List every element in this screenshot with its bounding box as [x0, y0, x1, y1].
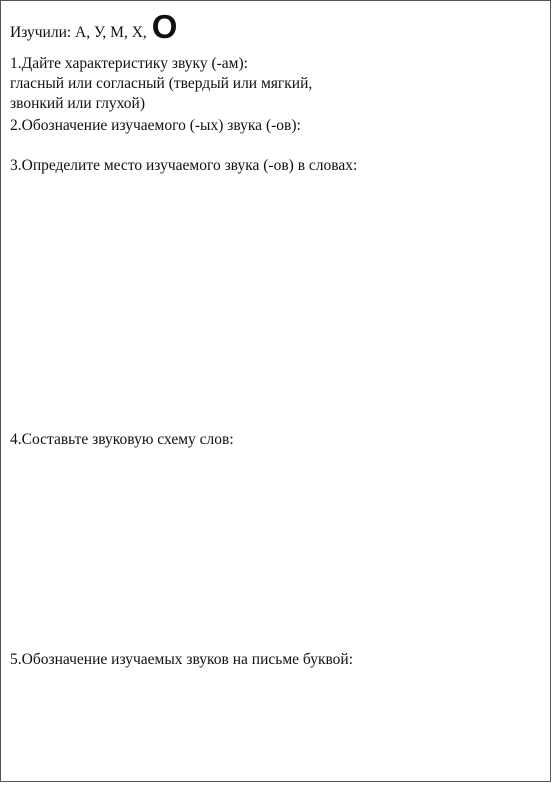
- current-letter: О: [151, 8, 178, 45]
- task-1-heading: 1.Дайте характеристику звуку (-ам):: [10, 55, 248, 72]
- task-1-hint-line-1: гласный или согласный (твердый или мягкий,: [10, 75, 313, 92]
- task-2-heading: 2.Обозначение изучаемого (-ых) звука (-ов):: [10, 117, 301, 134]
- task-4-heading: 4.Составьте звуковую схему слов:: [10, 431, 234, 448]
- task-5-heading: 5.Обозначение изучаемых звуков на письме буквой:: [10, 651, 354, 668]
- studied-letters-label: Изучили: А, У, М, Х,: [10, 24, 147, 41]
- task-3-heading: 3.Определите место изучаемого звука (-ов) в словах:: [10, 157, 358, 174]
- task-1-hint-line-2: звонкий или глухой): [10, 95, 145, 112]
- studied-letters-line: [10, 8, 178, 45]
